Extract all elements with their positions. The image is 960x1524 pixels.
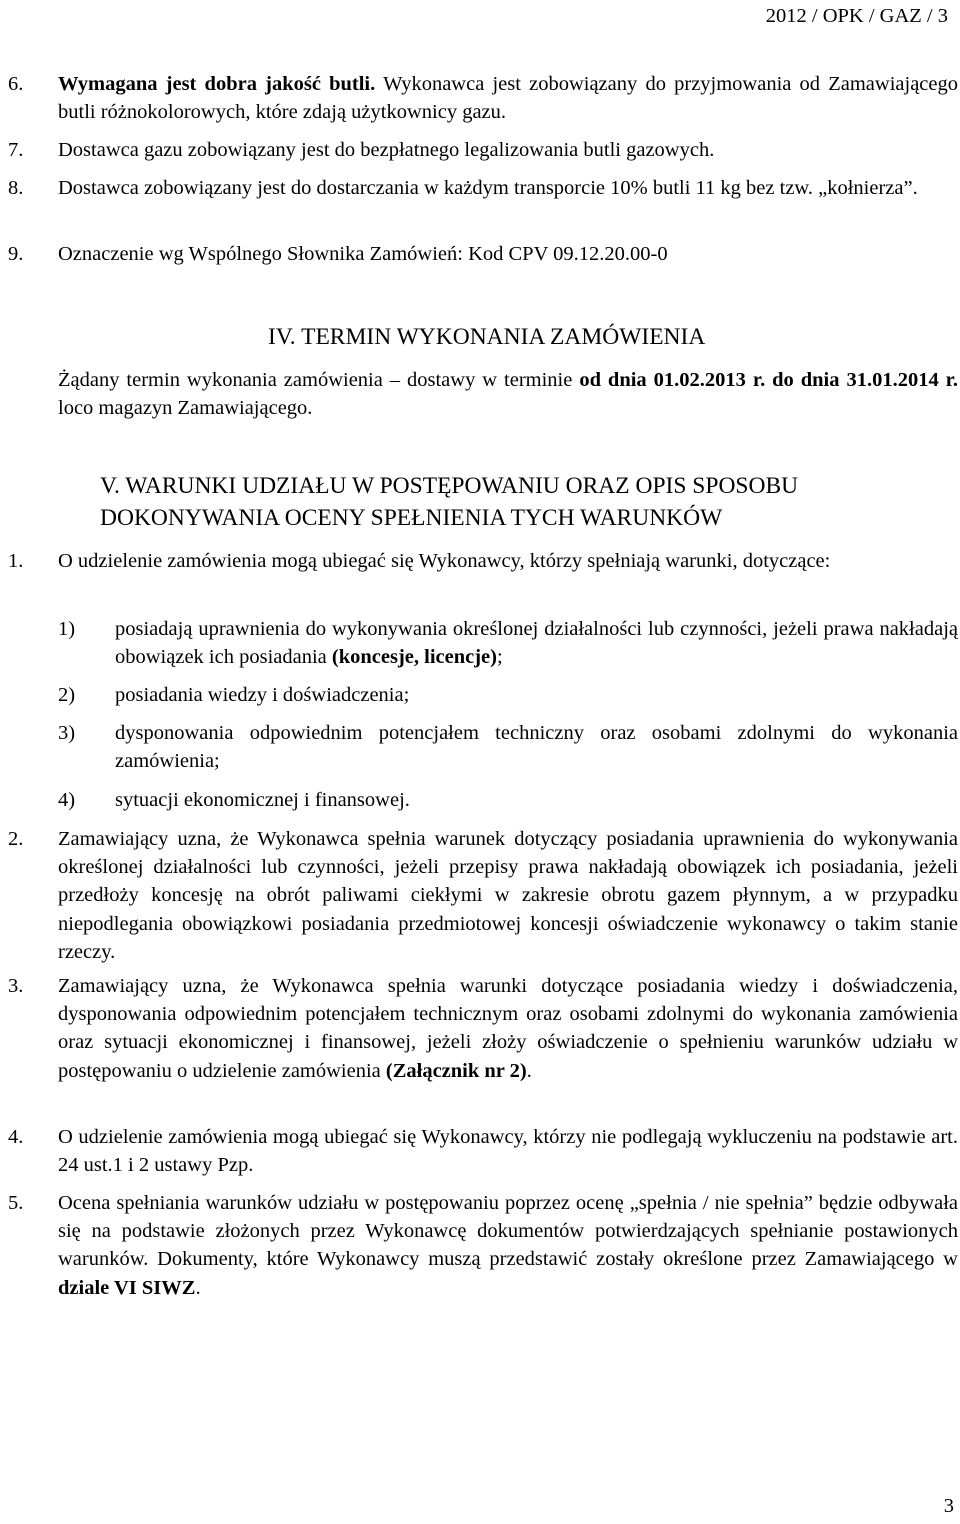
item-number: 5. [8, 1192, 24, 1214]
list-item-7 [8, 136, 958, 164]
item-number: 1. [8, 550, 24, 572]
section-iv-text-a: Żądany termin wykonania zamówienia – dostawy w terminie [58, 369, 580, 391]
item-tail: . [526, 1059, 532, 1082]
page-number: 3 [943, 1494, 954, 1517]
list-item-9 [8, 240, 958, 268]
item-text: O udzielenie zamówienia mogą ubiegać się Wykonawcy, którzy nie podlegają wykluczeniu na podstawie art. 24 ust.1 i 2 ustawy Pzp. [58, 1126, 958, 1177]
item-text [58, 1189, 958, 1302]
sub-item-bold: (koncesje, licencje) [331, 646, 497, 669]
section-v-item-2 [8, 825, 958, 966]
section-v-heading-line2: DOKONYWANIA OCENY SPEŁNIENIA TYCH WARUNKÓW [100, 505, 723, 531]
section-v-item-4 [8, 1123, 958, 1179]
item-text: O udzielenie zamówienia mogą ubiegać się Wykonawcy, którzy spełniają warunki, dotyczące: [58, 550, 831, 572]
item-text: Dostawca zobowiązany jest do dostarczania w każdym transporcie 10% butli 11 kg bez tzw. „kołnierza”. [58, 177, 918, 199]
item-number: 2. [8, 828, 24, 850]
section-iv-text [58, 366, 958, 422]
sub-item-tail: ; [496, 646, 503, 669]
item-text: Zamawiający uzna, że Wykonawca spełnia warunek dotyczący posiadania uprawnienia do wykonywania określonej działalności lub czynności, jeżeli przepisy prawa nakładają obowiązek ich posiadania, jeżeli przedłoży koncesję na obrót paliwami ciekłymi w zakresie obrotu gazem płynnym, a w przypadku niepodlegania obowiązkowi posiadania przedmiotowej koncesji oświadczenie wykonawcy o takim stanie rzeczy. [58, 828, 958, 963]
section-iv-heading: IV. TERMIN WYKONANIA ZAMÓWIENIA [268, 324, 706, 350]
section-iv-text-b: loco magazyn Zamawiającego. [58, 397, 313, 420]
item-body: Ocena spełniania warunków udziału w postępowaniu poprzez ocenę „spełnia / nie spełnia” będzie odbywała się na podstawie złożonych przez Wykonawcę dokumentów potwierdzających spełnianie postawionych warunków. Dokumenty, które Wykonawcy muszą przedstawić zostały określone przez Zamawiającego w [58, 1192, 958, 1271]
sub-item-number: 3) [58, 722, 76, 744]
sub-item-text [115, 615, 958, 671]
item-text: Dostawca gazu zobowiązany jest do bezpłatnego legalizowania butli gazowych. [58, 139, 715, 161]
item-text: Oznaczenie wg Wspólnego Słownika Zamówień: Kod CPV 09.12.20.00-0 [58, 243, 668, 265]
item-number: 3. [8, 975, 24, 997]
item-text [58, 972, 958, 1085]
item-bold: (Załącznik nr 2) [385, 1059, 527, 1082]
sub-item-4 [58, 786, 958, 814]
list-item-8 [8, 174, 958, 202]
section-v-item-1 [8, 547, 958, 575]
sub-item-number: 1) [58, 618, 76, 640]
sub-item-2 [58, 681, 958, 709]
sub-item-text: posiadania wiedzy i doświadczenia; [115, 684, 410, 706]
document-reference: 2012 / OPK / GAZ / 3 [765, 5, 948, 27]
section-v-item-3 [8, 972, 958, 1085]
sub-item-1 [58, 615, 958, 671]
section-iv-dates: od dnia 01.02.2013 r. do dnia 31.01.2014 r. [579, 369, 959, 391]
section-v-item-5 [8, 1189, 958, 1302]
item-text [58, 70, 958, 126]
sub-item-body: posiadają uprawnienia do wykonywania określonej działalności lub czynności, jeżeli prawa nakładają obowiązek ich posiadania [115, 618, 958, 669]
sub-item-text: dysponowania odpowiednim potencjałem techniczny oraz osobami zdolnymi do wykonania zamówienia; [115, 722, 958, 773]
item-number: 7. [8, 139, 24, 161]
item-bold: Wymagana jest dobra jakość butli. [58, 73, 376, 95]
item-tail: . [195, 1276, 201, 1299]
item-body: Zamawiający uzna, że Wykonawca spełnia warunki dotyczące posiadania wiedzy i doświadczenia, dysponowania odpowiednim potencjałem technicznym oraz osobami zdolnymi do wykonania zamówienia oraz sytuacji ekonomicznej i finansowej, jeżeli złoży oświadczenie o spełnieniu warunków udziału w postępowaniu o udzielenie zamówienia [58, 975, 958, 1082]
item-number: 4. [8, 1126, 24, 1148]
item-number: 8. [8, 177, 24, 199]
item-bold: dziale VI SIWZ [58, 1276, 196, 1299]
sub-item-text: sytuacji ekonomicznej i finansowej. [115, 789, 410, 811]
item-number: 9. [8, 243, 24, 265]
section-v-heading-line1: V. WARUNKI UDZIAŁU W POSTĘPOWANIU ORAZ OPIS SPOSOBU [100, 473, 799, 499]
item-body: Wykonawca jest zobowiązany do przyjmowania od Zamawiającego butli różnokolorowych, które zdają użytkownicy gazu. [58, 73, 958, 124]
item-number: 6. [8, 73, 24, 95]
sub-item-3 [58, 719, 958, 775]
sub-item-number: 2) [58, 684, 76, 706]
list-item-6 [8, 70, 958, 126]
sub-item-number: 4) [58, 789, 76, 811]
